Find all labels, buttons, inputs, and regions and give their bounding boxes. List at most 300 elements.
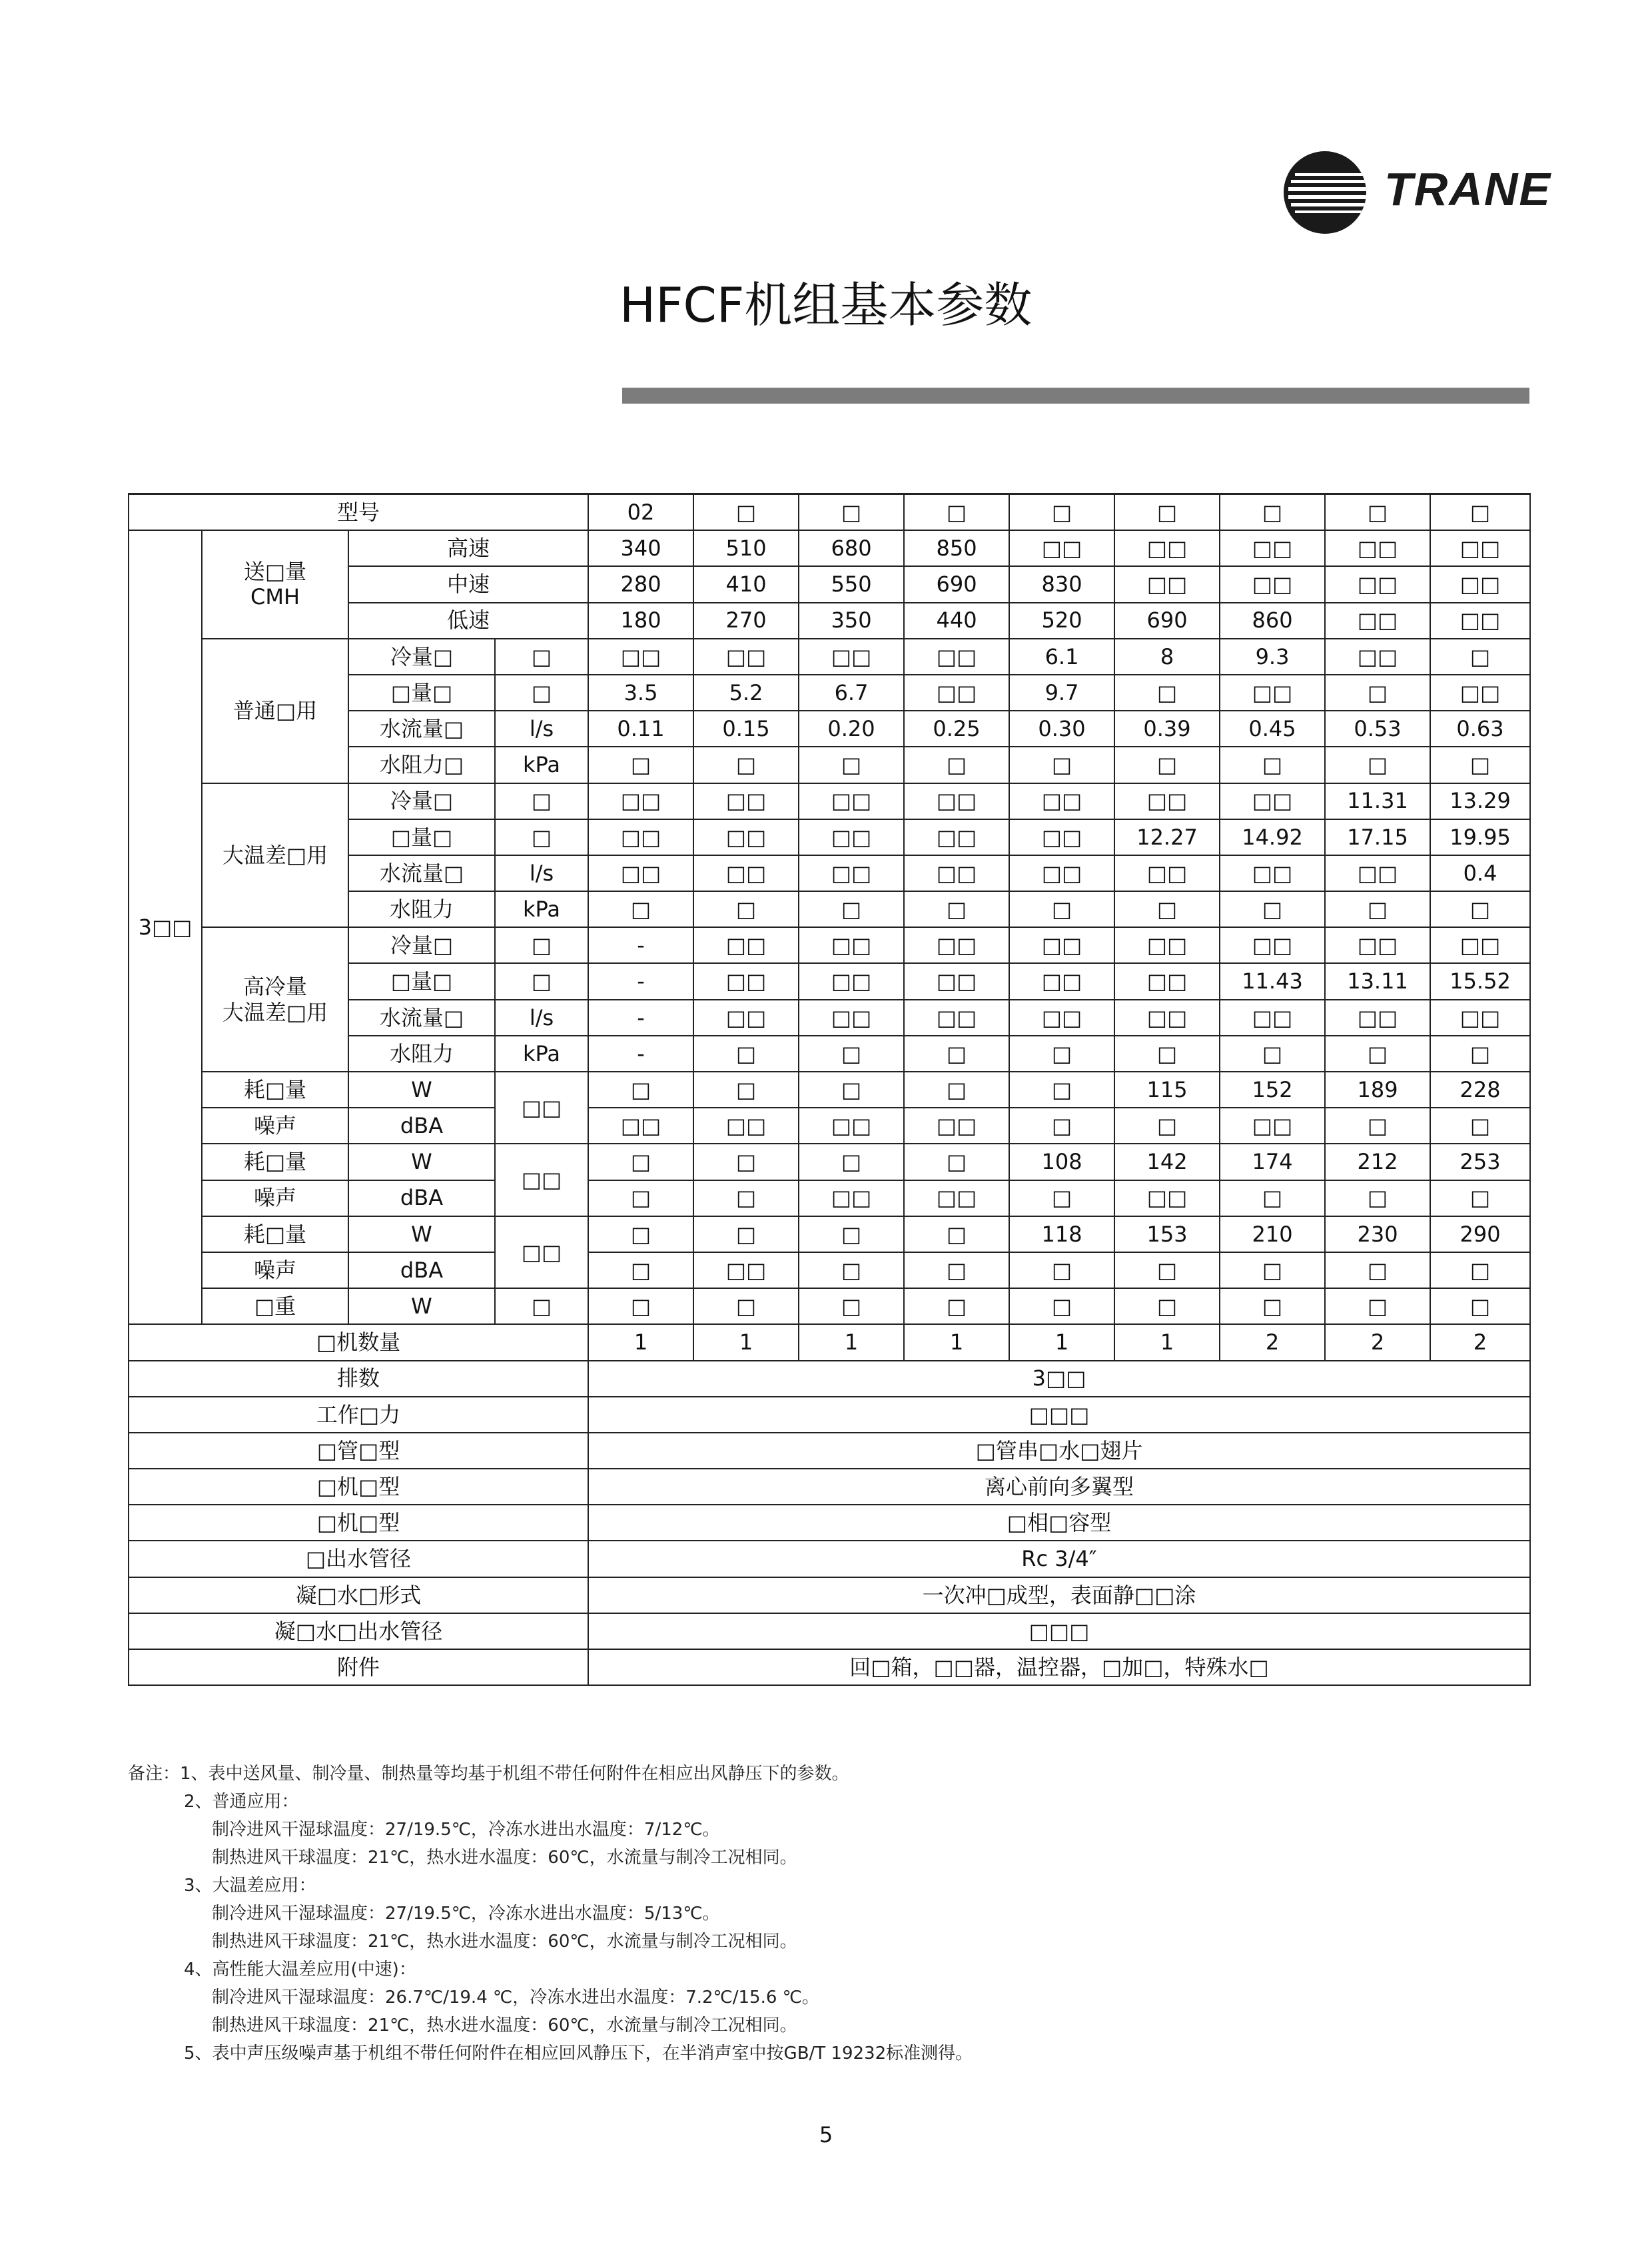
table-row [129,1180,1530,1216]
speed-group-label: □□ [495,1216,588,1288]
spec-table [128,493,1531,1686]
value-cell: □ [1009,494,1114,531]
table-row [129,1541,1530,1577]
spec-value: 离心前向多翼型 [588,1469,1530,1505]
value-cell: □□ [799,927,904,963]
param-label: 冷量□ [348,639,495,675]
unit-cell: dBA [348,1180,495,1216]
value-cell: 180 [588,603,693,639]
value-cell: □ [1430,494,1530,531]
value-cell: □□ [904,783,1009,819]
spec-value: 3□□ [588,1361,1530,1397]
value-cell: □ [799,1252,904,1288]
value-cell: 153 [1114,1216,1220,1252]
value-cell: 410 [693,566,799,602]
table-row [129,1613,1530,1649]
value-cell: □ [1325,1036,1430,1072]
value-cell: 830 [1009,566,1114,602]
param-label: 冷量□ [348,783,495,819]
value-cell: □ [1220,1180,1325,1216]
note-line: 制热进风干球温度：21℃，热水进水温度：60℃，水流量与制冷工况相同。 [212,1932,797,1952]
value-cell: 440 [904,603,1009,639]
spec-label: 凝□水□形式 [129,1577,588,1613]
airflow-speed-label: 中速 [348,566,588,602]
value-cell: 13.29 [1430,783,1530,819]
value-cell: 280 [588,566,693,602]
value-cell: □□ [1220,855,1325,891]
spec-value: 回□箱，□□器，温控器，□加□，特殊水□ [588,1649,1530,1685]
table-row [129,1216,1530,1252]
value-cell: 2 [1325,1324,1430,1360]
value-cell: 2 [1220,1324,1325,1360]
value-cell: □□ [1430,927,1530,963]
value-cell: □ [799,1072,904,1108]
value-cell: 0.20 [799,711,904,747]
value-cell: 115 [1114,1072,1220,1108]
airflow-group-label: 送□量 CMH [202,530,348,639]
value-cell: 1 [904,1324,1009,1360]
value-cell: □ [1009,747,1114,783]
value-cell: 0.11 [588,711,693,747]
table-row [129,639,1530,675]
speed-group-label: □□ [495,1072,588,1144]
unit-cell: l/s [495,1000,588,1036]
value-cell: 12.27 [1114,819,1220,855]
value-cell: □□ [693,639,799,675]
title-divider-bar [622,388,1529,404]
value-cell: □□ [904,639,1009,675]
value-cell: 1 [588,1324,693,1360]
value-cell: □□ [799,1000,904,1036]
brand-wordmark: TRANE [1384,163,1552,215]
value-cell: □ [1009,1180,1114,1216]
value-cell: 108 [1009,1144,1114,1180]
value-cell: □ [693,1180,799,1216]
value-cell: □□ [1009,783,1114,819]
value-cell: □□ [588,855,693,891]
value-cell: □ [1114,1036,1220,1072]
value-cell: 118 [1009,1216,1114,1252]
value-cell: □ [904,891,1009,927]
value-cell: □□ [1325,855,1430,891]
value-cell: 6.1 [1009,639,1114,675]
value-cell: □□ [1220,1108,1325,1144]
value-cell: □□ [588,639,693,675]
noise-label: 噪声 [202,1252,348,1288]
value-cell: 680 [799,530,904,566]
value-cell: 550 [799,566,904,602]
power-label: 耗□量 [202,1072,348,1108]
value-cell: 253 [1430,1144,1530,1180]
value-cell: □ [588,1288,693,1324]
value-cell: □ [1220,1252,1325,1288]
value-cell: 9.7 [1009,675,1114,711]
value-cell: □ [799,494,904,531]
param-label: 水阻力□ [348,747,495,783]
unit-cell: l/s [495,855,588,891]
unit-cell: □ [495,639,588,675]
value-cell: 189 [1325,1072,1430,1108]
footnotes [128,1760,973,2067]
value-cell: □ [1430,1288,1530,1324]
value-cell: □□ [588,819,693,855]
unit-cell: kPa [495,891,588,927]
noise-label: 噪声 [202,1108,348,1144]
value-cell: □ [1114,1288,1220,1324]
spec-label: 凝□水□出水管径 [129,1613,588,1649]
table-row [129,530,1530,566]
spec-label: □机□型 [129,1505,588,1541]
value-cell: 230 [1325,1216,1430,1252]
note-line: 制热进风干球温度：21℃，热水进水温度：60℃，水流量与制冷工况相同。 [212,1848,797,1868]
normal-application-label: 普通□用 [202,639,348,783]
value-cell: 270 [693,603,799,639]
value-cell: 228 [1430,1072,1530,1108]
value-cell: 0.39 [1114,711,1220,747]
spec-value: 一次冲□成型，表面静□□涂 [588,1577,1530,1613]
value-cell: □□ [1430,675,1530,711]
value-cell: □ [904,1036,1009,1072]
unit-cell: □ [495,963,588,999]
value-cell: □ [1220,1036,1325,1072]
unit-cell: dBA [348,1252,495,1288]
value-cell: 290 [1430,1216,1530,1252]
value-cell: □ [588,1216,693,1252]
value-cell: 850 [904,530,1009,566]
table-row [129,1577,1530,1613]
value-cell: □□ [1114,927,1220,963]
value-cell: □ [1220,1288,1325,1324]
value-cell: □ [1430,1108,1530,1144]
unit-cell: kPa [495,747,588,783]
unit-cell: W [348,1144,495,1180]
value-cell: □□ [693,963,799,999]
value-cell: 15.52 [1430,963,1530,999]
value-cell: □ [1220,747,1325,783]
value-cell: □ [1430,1180,1530,1216]
table-row [129,494,1530,531]
param-label: 水阻力 [348,891,495,927]
unit-cell: □ [495,783,588,819]
value-cell: □□ [904,1180,1009,1216]
value-cell: □□ [1114,783,1220,819]
value-cell: □□ [1325,530,1430,566]
value-cell: □ [1009,1288,1114,1324]
unit-cell: W [348,1072,495,1108]
value-cell: □□ [1430,530,1530,566]
value-cell: 6.7 [799,675,904,711]
value-cell: □□ [904,963,1009,999]
param-label: 水流量□ [348,855,495,891]
table-row [129,1469,1530,1505]
weight-label: □重 [202,1288,348,1324]
speed-group-label: □□ [495,1144,588,1216]
table-row [129,1144,1530,1180]
spec-value: □□□ [588,1613,1530,1649]
value-cell: □□ [1114,1180,1220,1216]
value-cell: □ [693,1216,799,1252]
power-label: 耗□量 [202,1144,348,1180]
table-row [129,1361,1530,1397]
value-cell: □ [1114,1252,1220,1288]
table-row [129,927,1530,963]
value-cell: □□ [693,1252,799,1288]
table-row [129,1505,1530,1541]
value-cell: 152 [1220,1072,1325,1108]
param-label: □量□ [348,819,495,855]
value-cell: - [588,927,693,963]
value-cell: 174 [1220,1144,1325,1180]
value-cell: □ [904,1252,1009,1288]
value-cell: □ [904,1216,1009,1252]
param-label: 水阻力 [348,1036,495,1072]
note-line: 2、普通应用： [184,1792,299,1812]
value-cell: □□ [1325,927,1430,963]
value-cell: 350 [799,603,904,639]
value-cell: □ [1114,494,1220,531]
table-row [129,1288,1530,1324]
value-cell: □□ [799,1108,904,1144]
value-cell: □□ [904,927,1009,963]
value-cell: □□ [1009,855,1114,891]
group-3row-label: 3□□ [129,530,202,1324]
airflow-speed-label: 高速 [348,530,588,566]
value-cell: □□ [693,1000,799,1036]
value-cell: □□ [1430,566,1530,602]
value-cell: 510 [693,530,799,566]
value-cell: □ [799,1036,904,1072]
value-cell: □ [1430,1252,1530,1288]
value-cell: □ [1009,1072,1114,1108]
value-cell: □ [799,747,904,783]
value-cell: □ [588,1072,693,1108]
value-cell: □□ [1114,855,1220,891]
value-cell: 19.95 [1430,819,1530,855]
value-cell: 0.25 [904,711,1009,747]
power-label: 耗□量 [202,1216,348,1252]
spec-value: □□□ [588,1397,1530,1433]
value-cell: □□ [799,783,904,819]
spec-label: 排数 [129,1361,588,1397]
value-cell: □□ [693,1108,799,1144]
unit-cell: □ [495,675,588,711]
spec-label: □管□型 [129,1433,588,1469]
value-cell: □ [904,1288,1009,1324]
param-label: 水流量□ [348,1000,495,1036]
value-cell: □□ [1430,603,1530,639]
value-cell: 340 [588,530,693,566]
note-line: 备注：1、表中送风量、制冷量、制热量等均基于机组不带任何附件在相应出风静压下的参数。 [128,1764,849,1784]
value-cell: □□ [1325,603,1430,639]
value-cell: 8 [1114,639,1220,675]
value-cell: □ [693,1288,799,1324]
note-line: 制冷进风干湿球温度：26.7℃/19.4 ℃，冷冻水进出水温度：7.2℃/15.6 ℃。 [212,1988,819,2008]
value-cell: □ [799,1288,904,1324]
value-cell: □□ [799,963,904,999]
value-cell: □ [1220,494,1325,531]
value-cell: □ [1325,1108,1430,1144]
param-label: 水流量□ [348,711,495,747]
value-cell: □ [588,1180,693,1216]
spec-label: □出水管径 [129,1541,588,1577]
value-cell: 02 [588,494,693,531]
value-cell: 17.15 [1325,819,1430,855]
value-cell: 5.2 [693,675,799,711]
value-cell: □ [1009,891,1114,927]
value-cell: □□ [1114,566,1220,602]
table-row [129,1433,1530,1469]
value-cell: □□ [1114,530,1220,566]
value-cell: □ [904,1144,1009,1180]
value-cell: □□ [1430,1000,1530,1036]
value-cell: □ [588,1144,693,1180]
page-number: 5 [819,2122,833,2147]
value-cell: □ [1430,1036,1530,1072]
value-cell: 690 [904,566,1009,602]
value-cell: □ [1325,1252,1430,1288]
note-line: 4、高性能大温差应用(中速)： [184,1960,416,1980]
value-cell: □□ [1220,530,1325,566]
param-label: □量□ [348,675,495,711]
spec-value: □相□容型 [588,1505,1530,1541]
value-cell: 210 [1220,1216,1325,1252]
unit-cell: W [348,1216,495,1252]
table-row [129,1397,1530,1433]
large-dt-application-label: 大温差□用 [202,783,348,928]
spec-label: □机□型 [129,1469,588,1505]
value-cell: 0.4 [1430,855,1530,891]
note-line: 制冷进风干湿球温度：27/19.5℃，冷冻水进出水温度：7/12℃。 [212,1820,720,1840]
unit-cell: □ [495,1288,588,1324]
value-cell: □ [588,891,693,927]
value-cell: 520 [1009,603,1114,639]
value-cell: 13.11 [1325,963,1430,999]
value-cell: □□ [799,639,904,675]
value-cell: □ [588,1252,693,1288]
value-cell: □ [693,891,799,927]
value-cell: 142 [1114,1144,1220,1180]
value-cell: □ [1325,494,1430,531]
note-line: 制冷进风干湿球温度：27/19.5℃，冷冻水进出水温度：5/13℃。 [212,1904,720,1924]
spec-value: □管串□水□翅片 [588,1433,1530,1469]
value-cell: 0.15 [693,711,799,747]
value-cell: □□ [1114,1000,1220,1036]
value-cell: □□ [1009,819,1114,855]
value-cell: □ [799,1144,904,1180]
value-cell: □ [1325,891,1430,927]
value-cell: □□ [799,855,904,891]
value-cell: □ [693,1144,799,1180]
value-cell: □ [1325,1288,1430,1324]
value-cell: □ [1325,1180,1430,1216]
table-row [129,1108,1530,1144]
value-cell: □ [693,1072,799,1108]
value-cell: □ [1430,639,1530,675]
value-cell: □□ [1009,530,1114,566]
value-cell: □ [799,891,904,927]
value-cell: □□ [588,783,693,819]
table-row [129,783,1530,819]
value-cell: □ [904,747,1009,783]
note-line: 制热进风干球温度：21℃，热水进水温度：60℃，水流量与制冷工况相同。 [212,2016,797,2036]
value-cell: □□ [1220,783,1325,819]
value-cell: □□ [693,819,799,855]
value-cell: □ [799,1216,904,1252]
table-row [129,1649,1530,1685]
value-cell: □□ [799,819,904,855]
value-cell: □ [1430,747,1530,783]
value-cell: 14.92 [1220,819,1325,855]
unit-cell: dBA [348,1108,495,1144]
value-cell: □□ [1220,675,1325,711]
unit-cell: □ [495,819,588,855]
value-cell: □ [904,1072,1009,1108]
value-cell: 9.3 [1220,639,1325,675]
table-row [129,1324,1530,1360]
value-cell: □□ [1220,566,1325,602]
value-cell: □ [1114,1108,1220,1144]
value-cell: 1 [799,1324,904,1360]
value-cell: □□ [799,1180,904,1216]
value-cell: 1 [693,1324,799,1360]
value-cell: □ [693,747,799,783]
spec-label: 附件 [129,1649,588,1685]
unit-cell: □ [495,927,588,963]
value-cell: 212 [1325,1144,1430,1180]
table-row [129,1252,1530,1288]
value-cell: □□ [693,855,799,891]
value-cell: - [588,1036,693,1072]
value-cell: □□ [588,1108,693,1144]
page-title: HFCF机组基本参数 [620,277,1032,333]
value-cell: □□ [904,675,1009,711]
value-cell: □□ [1325,566,1430,602]
value-cell: 2 [1430,1324,1530,1360]
value-cell: □ [1325,747,1430,783]
note-line: 5、表中声压级噪声基于机组不带任何附件在相应回风静压下，在半消声室中按GB/T 19232标准测得。 [184,2044,973,2063]
motor-count-label: □机数量 [129,1324,588,1360]
value-cell: - [588,963,693,999]
unit-cell: kPa [495,1036,588,1072]
spec-label: 工作□力 [129,1397,588,1433]
value-cell: □□ [693,783,799,819]
unit-cell: W [348,1288,495,1324]
value-cell: □□ [904,1000,1009,1036]
value-cell: - [588,1000,693,1036]
unit-cell: l/s [495,711,588,747]
value-cell: 1 [1114,1324,1220,1360]
value-cell: 11.43 [1220,963,1325,999]
value-cell: □ [1114,747,1220,783]
high-dt-application-label: 高冷量 大温差□用 [202,927,348,1072]
noise-label: 噪声 [202,1180,348,1216]
spec-value: Rc 3/4″ [588,1541,1530,1577]
value-cell: 690 [1114,603,1220,639]
value-cell: □□ [904,855,1009,891]
value-cell: □ [693,1036,799,1072]
model-header: 型号 [129,494,588,531]
value-cell: □□ [1009,927,1114,963]
value-cell: □ [1009,1108,1114,1144]
value-cell: □ [1009,1036,1114,1072]
value-cell: 0.53 [1325,711,1430,747]
airflow-speed-label: 低速 [348,603,588,639]
value-cell: 11.31 [1325,783,1430,819]
value-cell: □□ [1220,1000,1325,1036]
value-cell: □□ [1220,927,1325,963]
value-cell: 0.30 [1009,711,1114,747]
value-cell: 860 [1220,603,1325,639]
